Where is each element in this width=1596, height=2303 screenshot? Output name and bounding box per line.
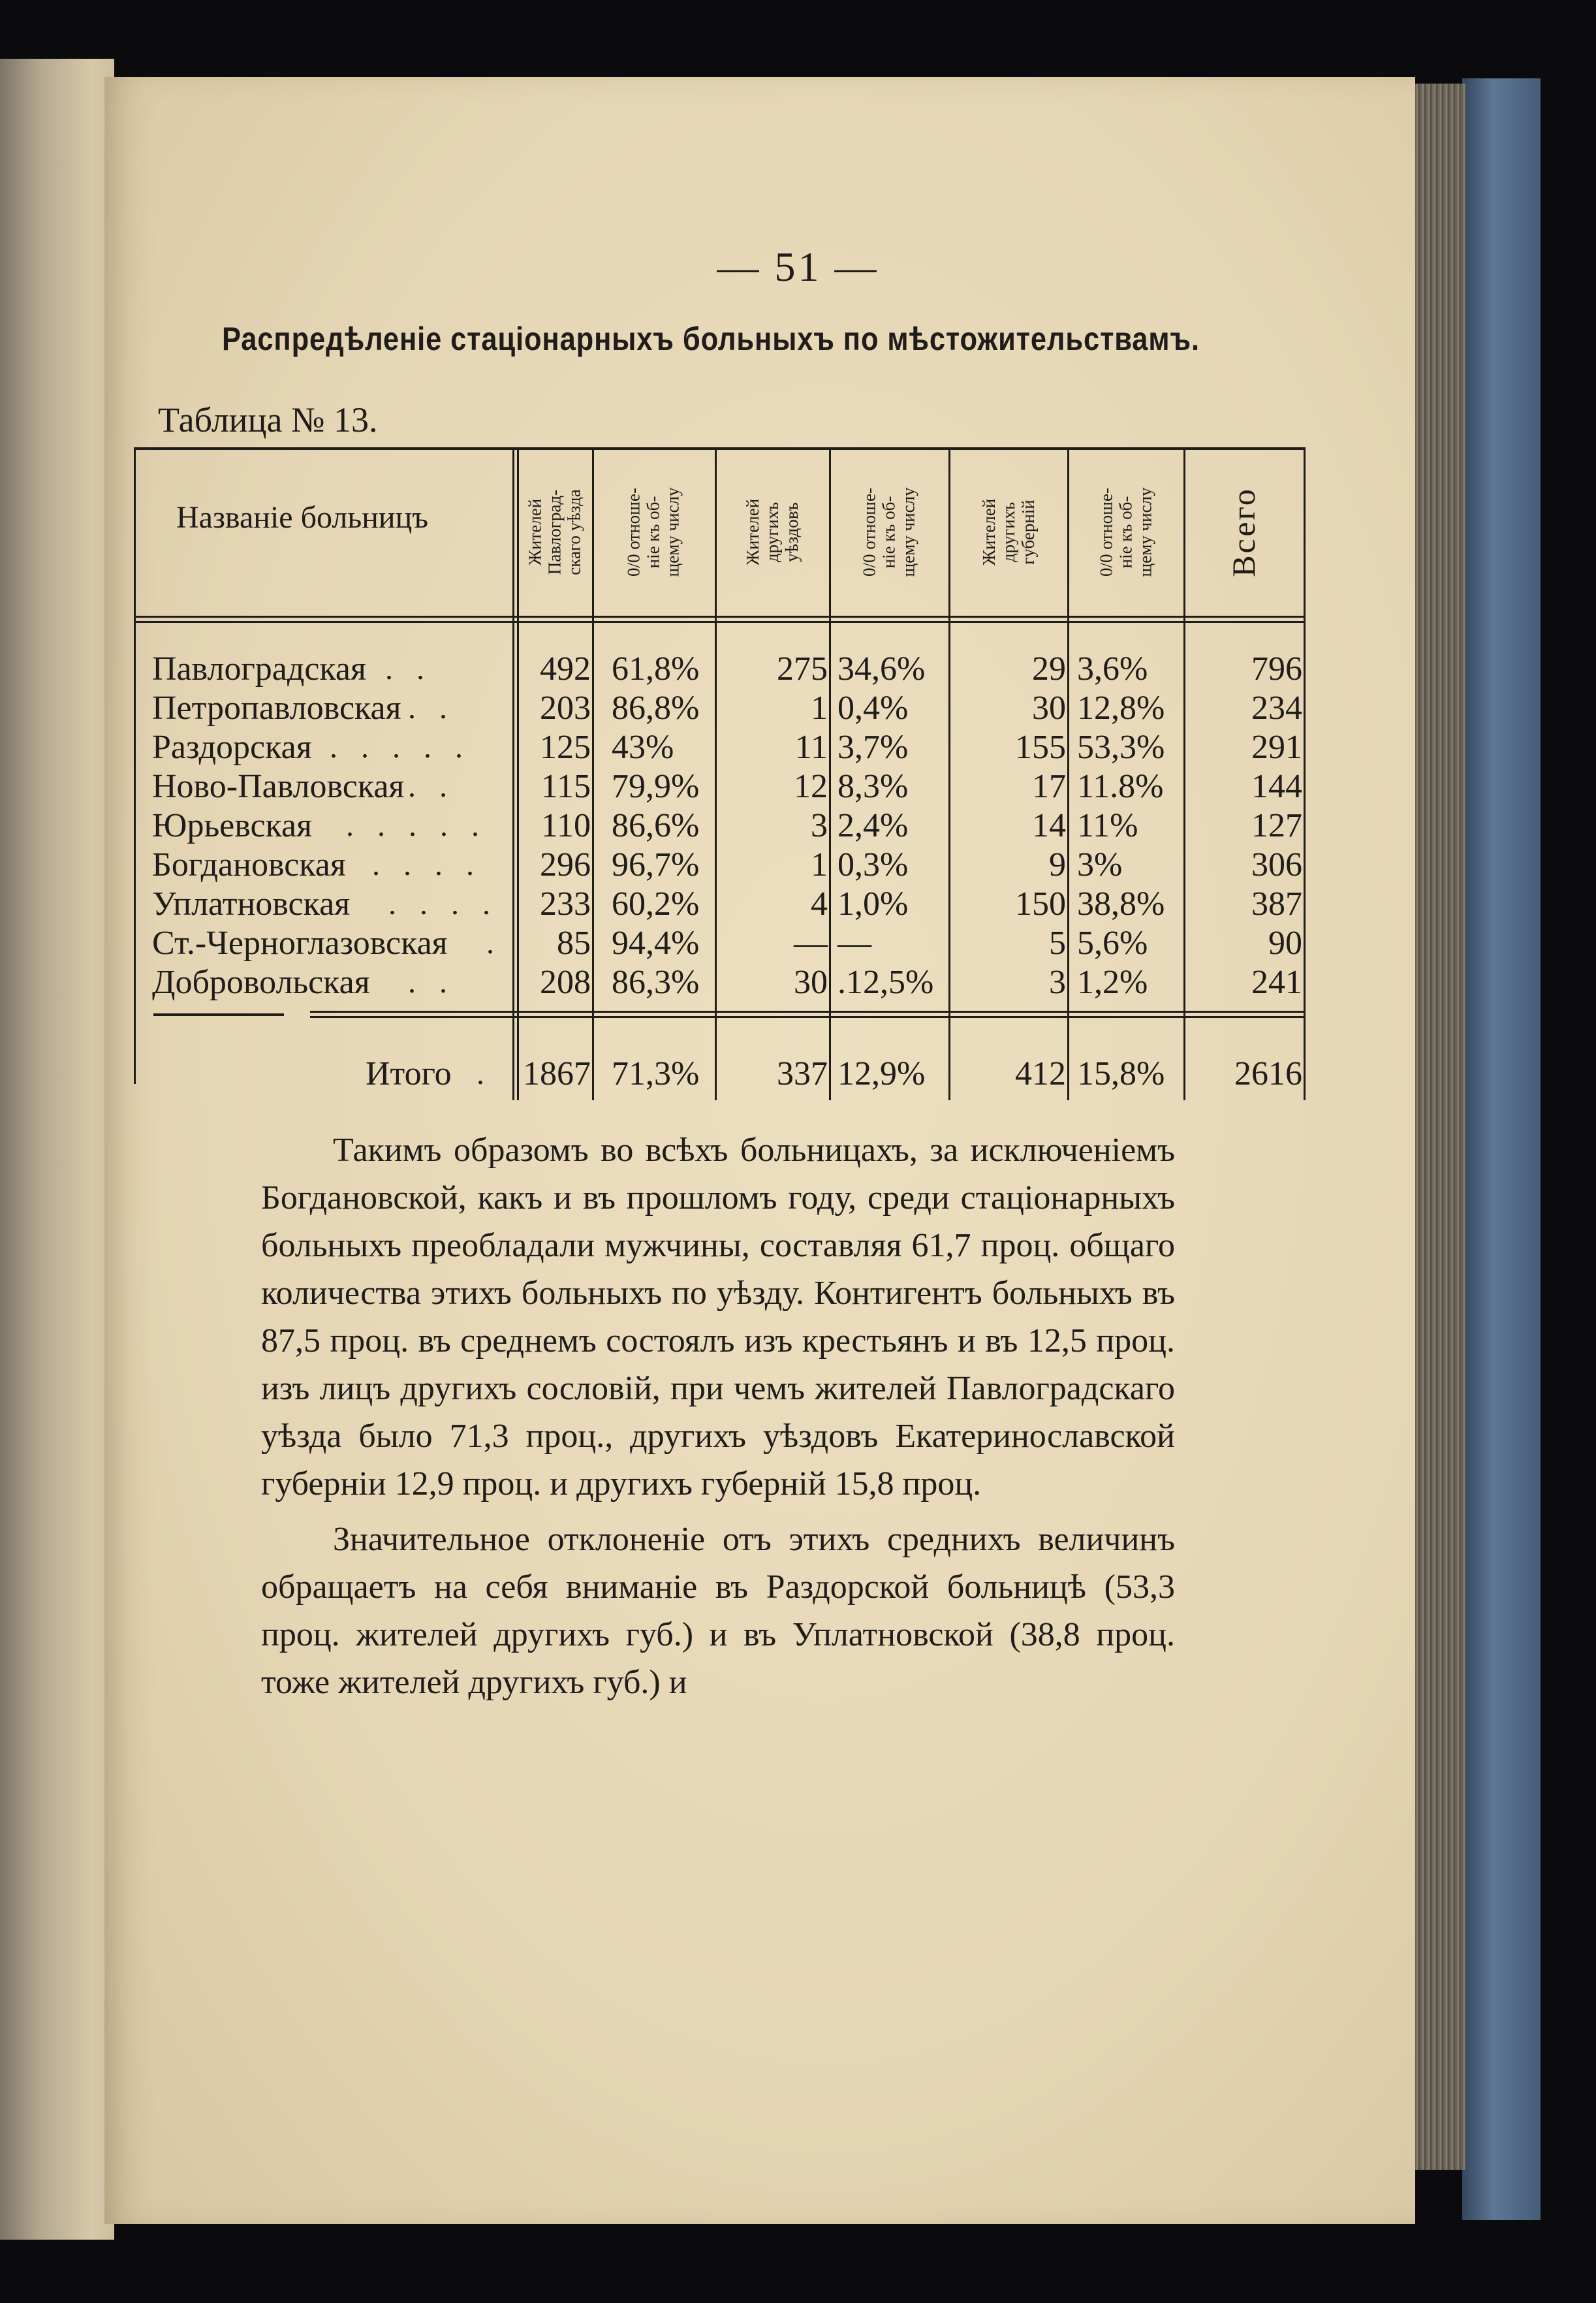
column-header-other-provinces: Жителей другихъ губерній bbox=[979, 498, 1038, 566]
column-header-total: Всего bbox=[1225, 487, 1262, 577]
cell-total: 144 bbox=[1251, 768, 1302, 805]
leader-dots: . . bbox=[408, 769, 455, 804]
hospital-residence-table bbox=[134, 447, 1309, 1100]
body-text bbox=[261, 1126, 1175, 1706]
cell-p1: 94,4% bbox=[612, 925, 700, 962]
cell-p2: 1,0% bbox=[837, 885, 909, 923]
cell-c1: 208 bbox=[540, 964, 591, 1001]
table-row bbox=[134, 846, 1309, 885]
cell-c2: 12 bbox=[794, 768, 828, 805]
cell-c2: 4 bbox=[811, 885, 828, 923]
total-label: Итого bbox=[366, 1055, 452, 1092]
cell-c2: 337 bbox=[777, 1055, 828, 1092]
hospital-name: Раздорская bbox=[152, 729, 312, 766]
cell-p2: 8,3% bbox=[837, 768, 909, 805]
cell-total: 241 bbox=[1251, 964, 1302, 1001]
cell-p3: 11.8% bbox=[1077, 768, 1164, 805]
cell-total: 2616 bbox=[1234, 1055, 1302, 1092]
leader-dots: . . . . . bbox=[330, 730, 471, 765]
column-header-other-provinces-percent: 0/0 отноше- ніе къ об- щему числу bbox=[1097, 487, 1156, 577]
column-header-other-districts-percent: 0/0 отноше- ніе къ об- щему числу bbox=[860, 487, 919, 577]
paragraph: Такимъ образомъ во всѣхъ больницахъ, за исключеніемъ Богдановской, какъ и въ прошломъ году, среди стаціонарныхъ больныхъ преобладали мужчины, составляя 61,7 проц. общаго количества этихъ больныхъ по уѣзду. Контигентъ больныхъ въ 87,5 проц. въ среднемъ состоялъ изъ крестьянъ и въ 12,5 проц. изъ лицъ другихъ сословій, при чемъ жителей Павлоградскаго уѣзда было 71,3 проц., другихъ уѣздовъ Екатеринославской губерніи 12,9 проц. и другихъ губерній 15,8 проц. bbox=[261, 1132, 1175, 1502]
cell-c3: 29 bbox=[1032, 650, 1066, 688]
cell-c1: 125 bbox=[540, 729, 591, 766]
table-row bbox=[134, 885, 1309, 924]
cell-c1: 1867 bbox=[523, 1055, 591, 1092]
cell-p3: 1,2% bbox=[1077, 964, 1148, 1001]
hospital-name: Добровольская bbox=[152, 964, 370, 1001]
hospital-name: Павлоградская bbox=[152, 650, 366, 688]
cell-c1: 296 bbox=[540, 846, 591, 883]
cell-p2: 0,4% bbox=[837, 690, 909, 727]
cell-p3: 53,3% bbox=[1077, 729, 1165, 766]
cell-p1: 60,2% bbox=[612, 885, 700, 923]
cell-c3: 412 bbox=[1015, 1055, 1066, 1092]
cell-c2: 1 bbox=[811, 690, 828, 727]
cell-p1: 61,8% bbox=[612, 650, 700, 688]
left-page-edge bbox=[0, 59, 114, 2240]
hospital-name: Ст.-Черноглазовская bbox=[152, 925, 448, 962]
leader-dots: . . bbox=[408, 691, 455, 725]
cell-p1: 86,3% bbox=[612, 964, 700, 1001]
table-row bbox=[134, 689, 1309, 728]
cell-p2: 2,4% bbox=[837, 807, 909, 844]
cell-p3: 11% bbox=[1077, 807, 1138, 844]
cell-p1: 86,8% bbox=[612, 690, 700, 727]
hospital-name: Петропавловская bbox=[152, 690, 401, 727]
cell-p2: 34,6% bbox=[837, 650, 926, 688]
table-heading: Распредѣленіе стаціонарныхъ больныхъ по мѣстожительствамъ. bbox=[222, 321, 1200, 357]
cell-p2: 12,9% bbox=[837, 1055, 926, 1092]
cell-c1: 492 bbox=[540, 650, 591, 688]
table-row bbox=[134, 728, 1309, 767]
cell-c2: 275 bbox=[777, 650, 828, 688]
cell-total: 127 bbox=[1251, 807, 1302, 844]
cell-p3: 3,6% bbox=[1077, 650, 1148, 688]
cell-c3: 3 bbox=[1049, 964, 1066, 1001]
cell-c1: 233 bbox=[540, 885, 591, 923]
cell-p3: 12,8% bbox=[1077, 690, 1165, 727]
leader-dots: . bbox=[477, 1056, 492, 1091]
cell-c3: 17 bbox=[1032, 768, 1066, 805]
table-row bbox=[134, 924, 1309, 963]
cell-p2: .12,5% bbox=[837, 964, 934, 1001]
leader-dots: . bbox=[486, 926, 502, 961]
table-label: Таблица № 13. bbox=[158, 400, 378, 439]
cell-c1: 85 bbox=[557, 925, 591, 962]
cell-c2: 11 bbox=[794, 729, 828, 766]
leader-dots: . . . . bbox=[388, 887, 498, 921]
hospital-name: Ново-Павловская bbox=[152, 768, 405, 805]
leader-dots: . . bbox=[385, 652, 432, 686]
cell-c2: — bbox=[794, 925, 828, 962]
hospital-name: Уплатновская bbox=[152, 885, 351, 923]
cell-total: 387 bbox=[1251, 885, 1302, 923]
cell-p1: 43% bbox=[612, 729, 674, 766]
cell-p3: 5,6% bbox=[1077, 925, 1148, 962]
book-cover-edge bbox=[1462, 78, 1541, 2220]
cell-p2: 0,3% bbox=[837, 846, 909, 883]
cell-p1: 71,3% bbox=[612, 1055, 700, 1092]
table-row bbox=[134, 650, 1309, 689]
table-row bbox=[134, 963, 1309, 1002]
cell-p2: — bbox=[837, 925, 871, 962]
cell-c3: 30 bbox=[1032, 690, 1066, 727]
cell-c1: 110 bbox=[540, 807, 591, 844]
cell-c3: 14 bbox=[1032, 807, 1066, 844]
page-number: — 51 — bbox=[717, 244, 879, 290]
column-header-name: Названіе больницъ bbox=[176, 500, 429, 535]
column-header-other-districts: Жителей другихъ уѣздовъ bbox=[743, 498, 802, 566]
table-row bbox=[134, 806, 1309, 846]
cell-total: 90 bbox=[1268, 925, 1302, 962]
cell-total: 291 bbox=[1251, 729, 1302, 766]
table-total-row bbox=[134, 1055, 1309, 1094]
cell-p3: 3% bbox=[1077, 846, 1123, 883]
cell-c3: 155 bbox=[1015, 729, 1066, 766]
hospital-name: Юрьевская bbox=[152, 807, 313, 844]
cell-p3: 38,8% bbox=[1077, 885, 1165, 923]
cell-p1: 86,6% bbox=[612, 807, 700, 844]
cell-c2: 3 bbox=[811, 807, 828, 844]
hospital-name: Богдановская bbox=[152, 846, 346, 883]
cell-total: 234 bbox=[1251, 690, 1302, 727]
cell-p1: 96,7% bbox=[612, 846, 700, 883]
cell-c3: 150 bbox=[1015, 885, 1066, 923]
cell-p3: 15,8% bbox=[1077, 1055, 1165, 1092]
leader-dots: . . . . bbox=[372, 848, 482, 882]
column-header-local-residents: Жителей Павлоград- скаго уѣзда bbox=[525, 489, 585, 575]
cell-total: 796 bbox=[1251, 650, 1302, 688]
table-row bbox=[134, 767, 1309, 806]
cell-c2: 1 bbox=[811, 846, 828, 883]
cell-c2: 30 bbox=[794, 964, 828, 1001]
cell-c3: 9 bbox=[1049, 846, 1066, 883]
cell-c1: 115 bbox=[540, 768, 591, 805]
paragraph: Значительное отклоненіе отъ этихъ среднихъ величинъ обращаетъ на себя вниманіе въ Раздорской больницѣ (53,3 проц. жителей другихъ губ.) и въ Уплатновской (38,8 проц. тоже жителей другихъ губ.) и bbox=[261, 1521, 1175, 1701]
cell-c1: 203 bbox=[540, 690, 591, 727]
column-header-local-percent: 0/0 отноше- ніе къ об- щему числу bbox=[624, 487, 683, 577]
cell-total: 306 bbox=[1251, 846, 1302, 883]
cell-c3: 5 bbox=[1049, 925, 1066, 962]
cell-p1: 79,9% bbox=[612, 768, 700, 805]
leader-dots: . . bbox=[408, 965, 455, 1000]
leader-dots: . . . . . bbox=[346, 808, 487, 843]
cell-p2: 3,7% bbox=[837, 729, 909, 766]
